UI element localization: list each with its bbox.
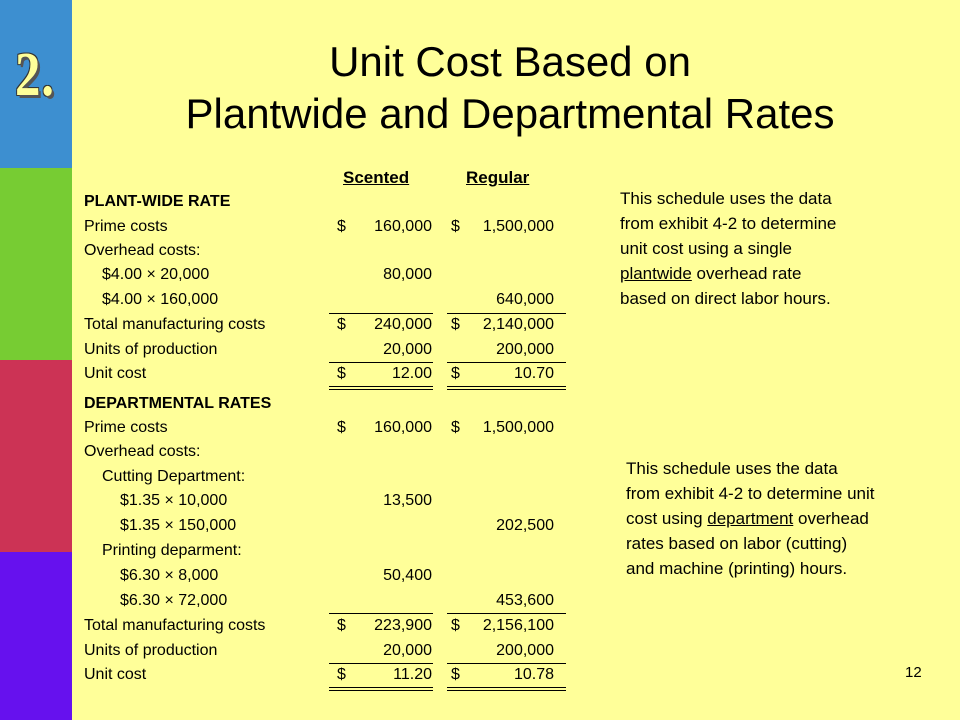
row-label: Printing deparment: — [102, 542, 242, 559]
currency-sign: $ — [451, 617, 460, 634]
slide-title — [80, 36, 940, 140]
currency-sign: $ — [337, 666, 346, 683]
regular-value: 1,500,000 — [482, 419, 554, 436]
currency-sign: $ — [337, 617, 346, 634]
regular-value: 202,500 — [496, 517, 554, 534]
scented-value: 240,000 — [374, 316, 432, 333]
scented-value: 80,000 — [383, 266, 432, 283]
table-row — [84, 338, 584, 362]
table-row — [84, 362, 584, 386]
currency-sign: $ — [337, 419, 346, 436]
currency-sign: $ — [451, 365, 460, 382]
plantwide-explanation-note — [620, 186, 850, 311]
scented-value: 11.20 — [393, 666, 432, 683]
scented-value: 13,500 — [383, 492, 432, 509]
note-underlined-term: plantwide — [620, 264, 692, 283]
row-label: $1.35 × 10,000 — [120, 492, 228, 509]
page-number: 12 — [905, 664, 922, 681]
table-row — [84, 514, 584, 538]
column-header-regular: Regular — [466, 168, 530, 187]
section-heading: DEPARTMENTAL RATES — [84, 395, 272, 412]
currency-sign: $ — [451, 419, 460, 436]
section-heading: PLANT-WIDE RATE — [84, 193, 231, 210]
row-label: Unit cost — [84, 666, 147, 683]
title-line-1: Unit Cost Based on — [329, 38, 691, 85]
regular-value: 10.70 — [513, 365, 554, 382]
row-label: $6.30 × 8,000 — [120, 567, 219, 584]
column-header-scented: Scented — [343, 168, 410, 187]
total-double-rule — [447, 687, 566, 691]
side-bar-purple — [0, 552, 72, 720]
table-row — [84, 416, 584, 440]
regular-value: 453,600 — [496, 592, 554, 609]
row-label: $6.30 × 72,000 — [120, 592, 228, 609]
table-row — [84, 564, 584, 588]
side-bar-red — [0, 360, 72, 552]
row-label: Units of production — [84, 642, 218, 659]
table-row — [84, 440, 584, 464]
side-bar-green — [0, 168, 72, 360]
scented-value: 160,000 — [374, 419, 432, 436]
note-text: This schedule uses the data from exhibit 4-2 to determine unit cost using a single — [620, 189, 837, 258]
currency-sign: $ — [451, 218, 460, 235]
row-label: Cutting Department: — [102, 468, 246, 485]
table-row — [84, 313, 584, 337]
row-label: Overhead costs: — [84, 242, 201, 259]
row-label: $1.35 × 150,000 — [120, 517, 237, 534]
row-label: $4.00 × 20,000 — [102, 266, 210, 283]
note-text: This schedule uses the data from exhibit 4-2 to determine unit cost using — [626, 459, 875, 528]
regular-value: 200,000 — [496, 642, 554, 659]
plantwide-heading-row — [84, 190, 584, 214]
scented-value: 50,400 — [383, 567, 432, 584]
scented-value: 20,000 — [383, 642, 432, 659]
row-label: Units of production — [84, 341, 218, 358]
note-text: overhead rate based on direct labor hours. — [620, 264, 831, 308]
currency-sign: $ — [451, 316, 460, 333]
row-label: Unit cost — [84, 365, 147, 382]
row-label: Prime costs — [84, 419, 168, 436]
departmental-heading-row — [84, 392, 584, 416]
currency-sign: $ — [337, 218, 346, 235]
table-row — [84, 639, 584, 663]
regular-value: 200,000 — [496, 341, 554, 358]
scented-value: 223,900 — [374, 617, 432, 634]
table-row — [84, 465, 584, 489]
title-line-2: Plantwide and Departmental Rates — [185, 90, 835, 137]
total-double-rule — [329, 687, 433, 691]
row-label: $4.00 × 160,000 — [102, 291, 219, 308]
scented-value: 160,000 — [374, 218, 432, 235]
table-row — [84, 539, 584, 563]
row-label: Total manufacturing costs — [84, 617, 266, 634]
currency-sign: $ — [451, 666, 460, 683]
scented-value: 20,000 — [383, 341, 432, 358]
total-double-rule — [329, 386, 433, 390]
table-row — [84, 589, 584, 613]
note-text: overhead rates based on labor (cutting) and machine (printing) hours. — [626, 509, 869, 578]
table-row — [84, 489, 584, 513]
table-row — [84, 263, 584, 287]
currency-sign: $ — [337, 316, 346, 333]
scented-value: 12.00 — [391, 365, 432, 382]
regular-value: 2,140,000 — [482, 316, 554, 333]
regular-value: 2,156,100 — [482, 617, 554, 634]
row-label: Overhead costs: — [84, 443, 201, 460]
total-double-rule — [447, 386, 566, 390]
table-row — [84, 288, 584, 312]
note-underlined-term: department — [707, 509, 794, 528]
table-row — [84, 614, 584, 638]
regular-value: 640,000 — [496, 291, 554, 308]
table-row — [84, 215, 584, 239]
departmental-explanation-note — [626, 456, 876, 581]
slide-number-badge: 2. — [15, 41, 55, 109]
regular-value: 1,500,000 — [482, 218, 554, 235]
table-row — [84, 239, 584, 263]
table-row — [84, 663, 584, 687]
row-label: Prime costs — [84, 218, 168, 235]
regular-value: 10.78 — [513, 666, 554, 683]
currency-sign: $ — [337, 365, 346, 382]
row-label: Total manufacturing costs — [84, 316, 266, 333]
